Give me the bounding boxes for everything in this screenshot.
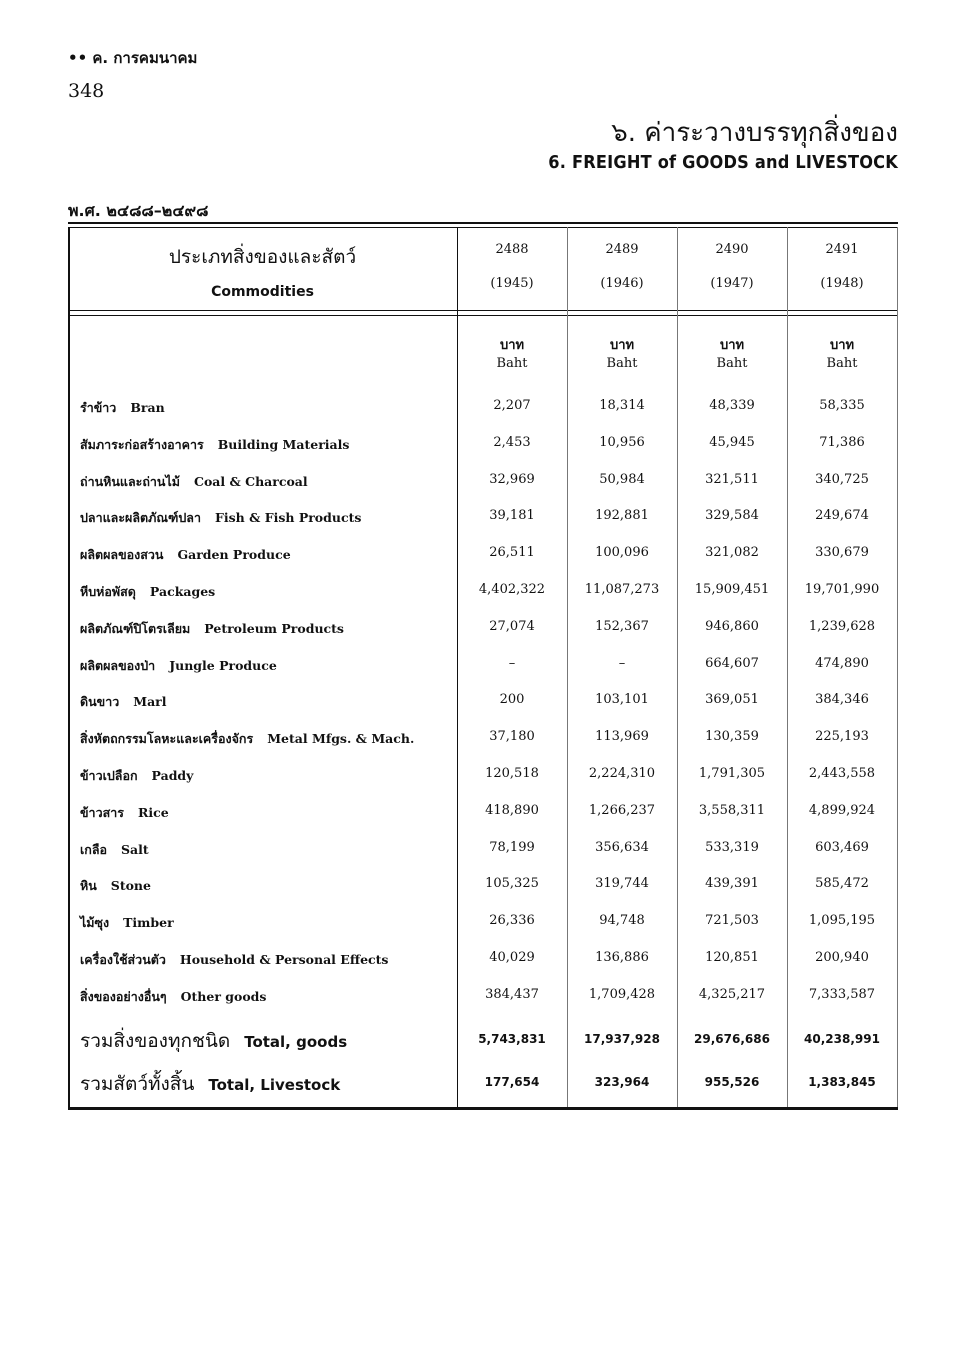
row-label xyxy=(80,472,308,492)
value-cell: 1,239,628 xyxy=(808,618,876,634)
value-cell: 1,383,845 xyxy=(808,1074,876,1089)
table-row xyxy=(68,692,898,722)
value-cell: 474,890 xyxy=(815,655,869,671)
value-cell: 113,969 xyxy=(595,729,649,745)
row-label xyxy=(80,656,277,676)
value-cell: 32,969 xyxy=(489,471,535,487)
value-cell: 7,333,587 xyxy=(808,986,876,1002)
value-cell: 2,207 xyxy=(493,398,531,413)
table-row xyxy=(68,619,898,649)
table-row xyxy=(68,435,898,465)
row-label-thai: รำข้าว xyxy=(80,400,117,415)
total-row xyxy=(68,1069,898,1099)
value-cell: 4,325,217 xyxy=(698,986,766,1002)
value-cell: 10,956 xyxy=(599,434,645,450)
year-header-ce: (1948) xyxy=(820,276,864,291)
row-label-thai: ปลาและผลิตภัณฑ์ปลา xyxy=(80,510,201,526)
freight-table xyxy=(68,222,898,1110)
value-cell: 18,314 xyxy=(599,398,645,413)
value-cell: 2,224,310 xyxy=(588,766,656,781)
row-label xyxy=(80,582,215,602)
row-label-english: Household & Personal Effects xyxy=(179,952,389,967)
value-cell: 15,909,451 xyxy=(694,582,770,597)
value-cell: 3,558,311 xyxy=(698,802,766,818)
unit-label-thai: บาท xyxy=(609,338,635,353)
unit-label-thai: บาท xyxy=(829,338,855,353)
period-label: พ.ศ. ๒๔๘๘–๒๔๙๘ xyxy=(68,201,209,220)
table-row xyxy=(68,472,898,502)
row-label-thai: ข้าวสาร xyxy=(80,804,124,820)
unit-label-english: Baht xyxy=(716,356,748,371)
table-row xyxy=(68,508,898,538)
value-cell: 225,193 xyxy=(815,729,869,745)
value-cell: 103,101 xyxy=(595,692,649,708)
row-label-thai: ผลิตภัณฑ์ปิโตรเลียม xyxy=(80,620,191,636)
table-title-thai: ๖. ค่าระวางบรรทุกสิ่งของ xyxy=(611,118,898,148)
value-cell: 321,511 xyxy=(705,471,759,487)
year-header-ce: (1946) xyxy=(600,276,644,291)
value-cell: 48,339 xyxy=(709,398,755,413)
table-row xyxy=(68,582,898,612)
value-cell: 100,096 xyxy=(595,545,649,561)
value-cell: – xyxy=(508,655,516,671)
value-cell: 40,029 xyxy=(489,950,535,965)
value-cell: 136,886 xyxy=(595,950,649,965)
value-cell: 384,346 xyxy=(815,692,869,708)
row-label-thai: หิน xyxy=(80,878,97,894)
row-label-thai: ผลิตผลของสวน xyxy=(80,547,164,563)
value-cell: 319,744 xyxy=(595,876,649,892)
row-label-english: Petroleum Products xyxy=(204,620,344,636)
row-label xyxy=(80,692,167,712)
year-header-be: 2488 xyxy=(495,242,529,257)
row-label xyxy=(80,876,151,896)
value-cell: 94,748 xyxy=(599,913,645,929)
row-label-thai: หีบห่อพัสดุ xyxy=(80,584,136,599)
value-cell: 418,890 xyxy=(485,802,539,818)
value-cell: 4,899,924 xyxy=(808,802,876,818)
row-label-thai: ไม้ซุง xyxy=(80,915,110,931)
value-cell: 192,881 xyxy=(595,508,649,524)
header-separator-rule xyxy=(68,310,898,311)
year-header-be: 2489 xyxy=(605,242,639,257)
value-cell: 330,679 xyxy=(815,545,869,561)
commodity-header-english: Commodities xyxy=(211,284,314,300)
value-cell: 37,180 xyxy=(489,729,535,745)
table-row xyxy=(68,656,898,686)
commodity-header-thai: ประเภทสิ่งของและสัตว์ xyxy=(168,246,357,268)
row-label-english: Rice xyxy=(137,804,169,820)
total-row xyxy=(68,1026,898,1056)
value-cell: 533,319 xyxy=(705,839,759,855)
row-label-english: Coal & Charcoal xyxy=(194,473,308,489)
row-label xyxy=(80,619,344,639)
unit-label-english: Baht xyxy=(496,356,528,371)
row-label-english: Bran xyxy=(130,400,165,415)
value-cell: 40,238,991 xyxy=(804,1031,880,1046)
row-label-english: Fish & Fish Products xyxy=(214,510,362,526)
value-cell: 26,511 xyxy=(489,545,535,561)
value-cell: 58,335 xyxy=(819,398,865,413)
table-row xyxy=(68,840,898,870)
value-cell: 45,945 xyxy=(709,434,755,450)
row-label-english: Timber xyxy=(123,915,174,931)
row-label-english: Paddy xyxy=(151,768,194,783)
table-row xyxy=(68,729,898,759)
value-cell: 26,336 xyxy=(489,913,535,929)
table-row xyxy=(68,913,898,943)
row-label xyxy=(80,729,414,749)
row-label-english: Other goods xyxy=(180,988,267,1004)
year-header-ce: (1947) xyxy=(710,276,754,291)
year-header-be: 2490 xyxy=(715,242,749,257)
value-cell: 120,851 xyxy=(705,950,759,965)
row-label xyxy=(80,766,193,786)
unit-label-thai: บาท xyxy=(499,338,525,353)
row-label-english: Metal Mfgs. & Mach. xyxy=(267,731,415,747)
unit-label-english: Baht xyxy=(606,356,638,371)
row-label xyxy=(80,913,174,933)
row-label xyxy=(80,987,266,1007)
table-row xyxy=(68,987,898,1017)
value-cell: 177,654 xyxy=(484,1074,540,1089)
row-label-english: Building Materials xyxy=(217,436,350,452)
value-cell: 200 xyxy=(499,692,525,708)
value-cell: 29,676,686 xyxy=(694,1031,770,1046)
table-row xyxy=(68,398,898,428)
value-cell: 384,437 xyxy=(485,986,539,1002)
page-number: 348 xyxy=(68,80,105,102)
row-label-thai: ถ่านหินและถ่านไม้ xyxy=(80,473,181,489)
row-label-thai: ข้าวเปลือก xyxy=(80,768,138,783)
row-label xyxy=(80,1069,340,1099)
row-label-thai: รวมสัตว์ทั้งสิ้น xyxy=(80,1072,195,1095)
row-label xyxy=(80,803,169,823)
year-header-ce: (1945) xyxy=(490,276,534,291)
year-header-be: 2491 xyxy=(825,242,859,257)
value-cell: 27,074 xyxy=(489,618,535,634)
value-cell: 585,472 xyxy=(815,876,869,892)
row-label-thai: เกลือ xyxy=(80,841,108,857)
value-cell: 1,266,237 xyxy=(588,802,656,818)
value-cell: 120,518 xyxy=(485,766,539,781)
table-bottom-rule xyxy=(68,1107,898,1110)
row-label-thai: ดินขาว xyxy=(80,694,120,710)
row-label-thai: เครื่องใช้ส่วนตัว xyxy=(80,952,166,967)
row-label-english: Packages xyxy=(149,584,216,599)
value-cell: 329,584 xyxy=(705,508,759,524)
value-cell: 321,082 xyxy=(705,545,759,561)
value-cell: 664,607 xyxy=(705,655,759,671)
row-label xyxy=(80,435,349,455)
value-cell: 323,964 xyxy=(594,1074,650,1089)
row-label-english: Marl xyxy=(133,694,167,710)
value-cell: 71,386 xyxy=(819,434,865,450)
row-label-thai: สิ่งหัตถกรรมโลหะและเครื่องจักร xyxy=(80,731,254,747)
table-top-rule xyxy=(68,222,898,224)
value-cell: 130,359 xyxy=(705,729,759,745)
row-label-english: Salt xyxy=(121,841,149,857)
row-label xyxy=(80,508,361,528)
row-label-thai: สิ่งของอย่างอื่นๆ xyxy=(80,988,167,1004)
row-label xyxy=(80,840,149,860)
value-cell: 1,791,305 xyxy=(698,766,766,781)
row-label-english: Jungle Produce xyxy=(169,657,277,673)
row-label xyxy=(80,1026,347,1056)
table-title-english: 6. FREIGHT of GOODS and LIVESTOCK xyxy=(548,152,898,173)
value-cell: 2,443,558 xyxy=(808,766,876,781)
row-label-english: Garden Produce xyxy=(177,547,291,563)
row-label-thai: สัมภาระก่อสร้างอาคาร xyxy=(80,436,204,452)
value-cell: 5,743,831 xyxy=(478,1031,546,1046)
row-label xyxy=(80,545,291,565)
value-cell: 369,051 xyxy=(705,692,759,708)
value-cell: 603,469 xyxy=(815,839,869,855)
row-label-thai: ผลิตผลของป่า xyxy=(80,657,156,673)
row-label xyxy=(80,950,388,970)
value-cell: 356,634 xyxy=(595,839,649,855)
value-cell: 955,526 xyxy=(704,1074,760,1089)
value-cell: 1,709,428 xyxy=(588,986,656,1002)
value-cell: 105,325 xyxy=(485,876,539,892)
value-cell: 946,860 xyxy=(705,618,759,634)
value-cell: 11,087,273 xyxy=(584,582,660,597)
table-top-rule-inner xyxy=(68,227,898,228)
value-cell: 4,402,322 xyxy=(478,582,546,597)
value-cell: – xyxy=(618,655,626,671)
row-label-thai: รวมสิ่งของทุกชนิด xyxy=(80,1029,231,1052)
running-head: •• ค. การคมนาคม xyxy=(68,49,198,67)
row-label-english: Total, goods xyxy=(244,1032,348,1051)
table-row xyxy=(68,950,898,980)
value-cell: 19,701,990 xyxy=(804,582,880,597)
value-cell: 2,453 xyxy=(493,434,531,450)
table-row xyxy=(68,766,898,796)
value-cell: 439,391 xyxy=(705,876,759,892)
row-label-english: Total, Livestock xyxy=(208,1075,341,1094)
value-cell: 17,937,928 xyxy=(584,1031,660,1046)
header-separator-rule-inner xyxy=(68,315,898,316)
row-label xyxy=(80,398,165,418)
value-cell: 249,674 xyxy=(815,508,869,524)
value-cell: 200,940 xyxy=(815,950,869,965)
table-row xyxy=(68,876,898,906)
value-cell: 340,725 xyxy=(815,471,869,487)
value-cell: 1,095,195 xyxy=(808,913,876,929)
value-cell: 721,503 xyxy=(705,913,759,929)
table-row xyxy=(68,803,898,833)
value-cell: 78,199 xyxy=(489,839,535,855)
unit-label-thai: บาท xyxy=(719,338,745,353)
unit-label-english: Baht xyxy=(826,356,858,371)
value-cell: 50,984 xyxy=(599,471,645,487)
value-cell: 152,367 xyxy=(595,618,649,634)
value-cell: 39,181 xyxy=(489,508,535,524)
row-label-english: Stone xyxy=(110,878,151,894)
table-row xyxy=(68,545,898,575)
